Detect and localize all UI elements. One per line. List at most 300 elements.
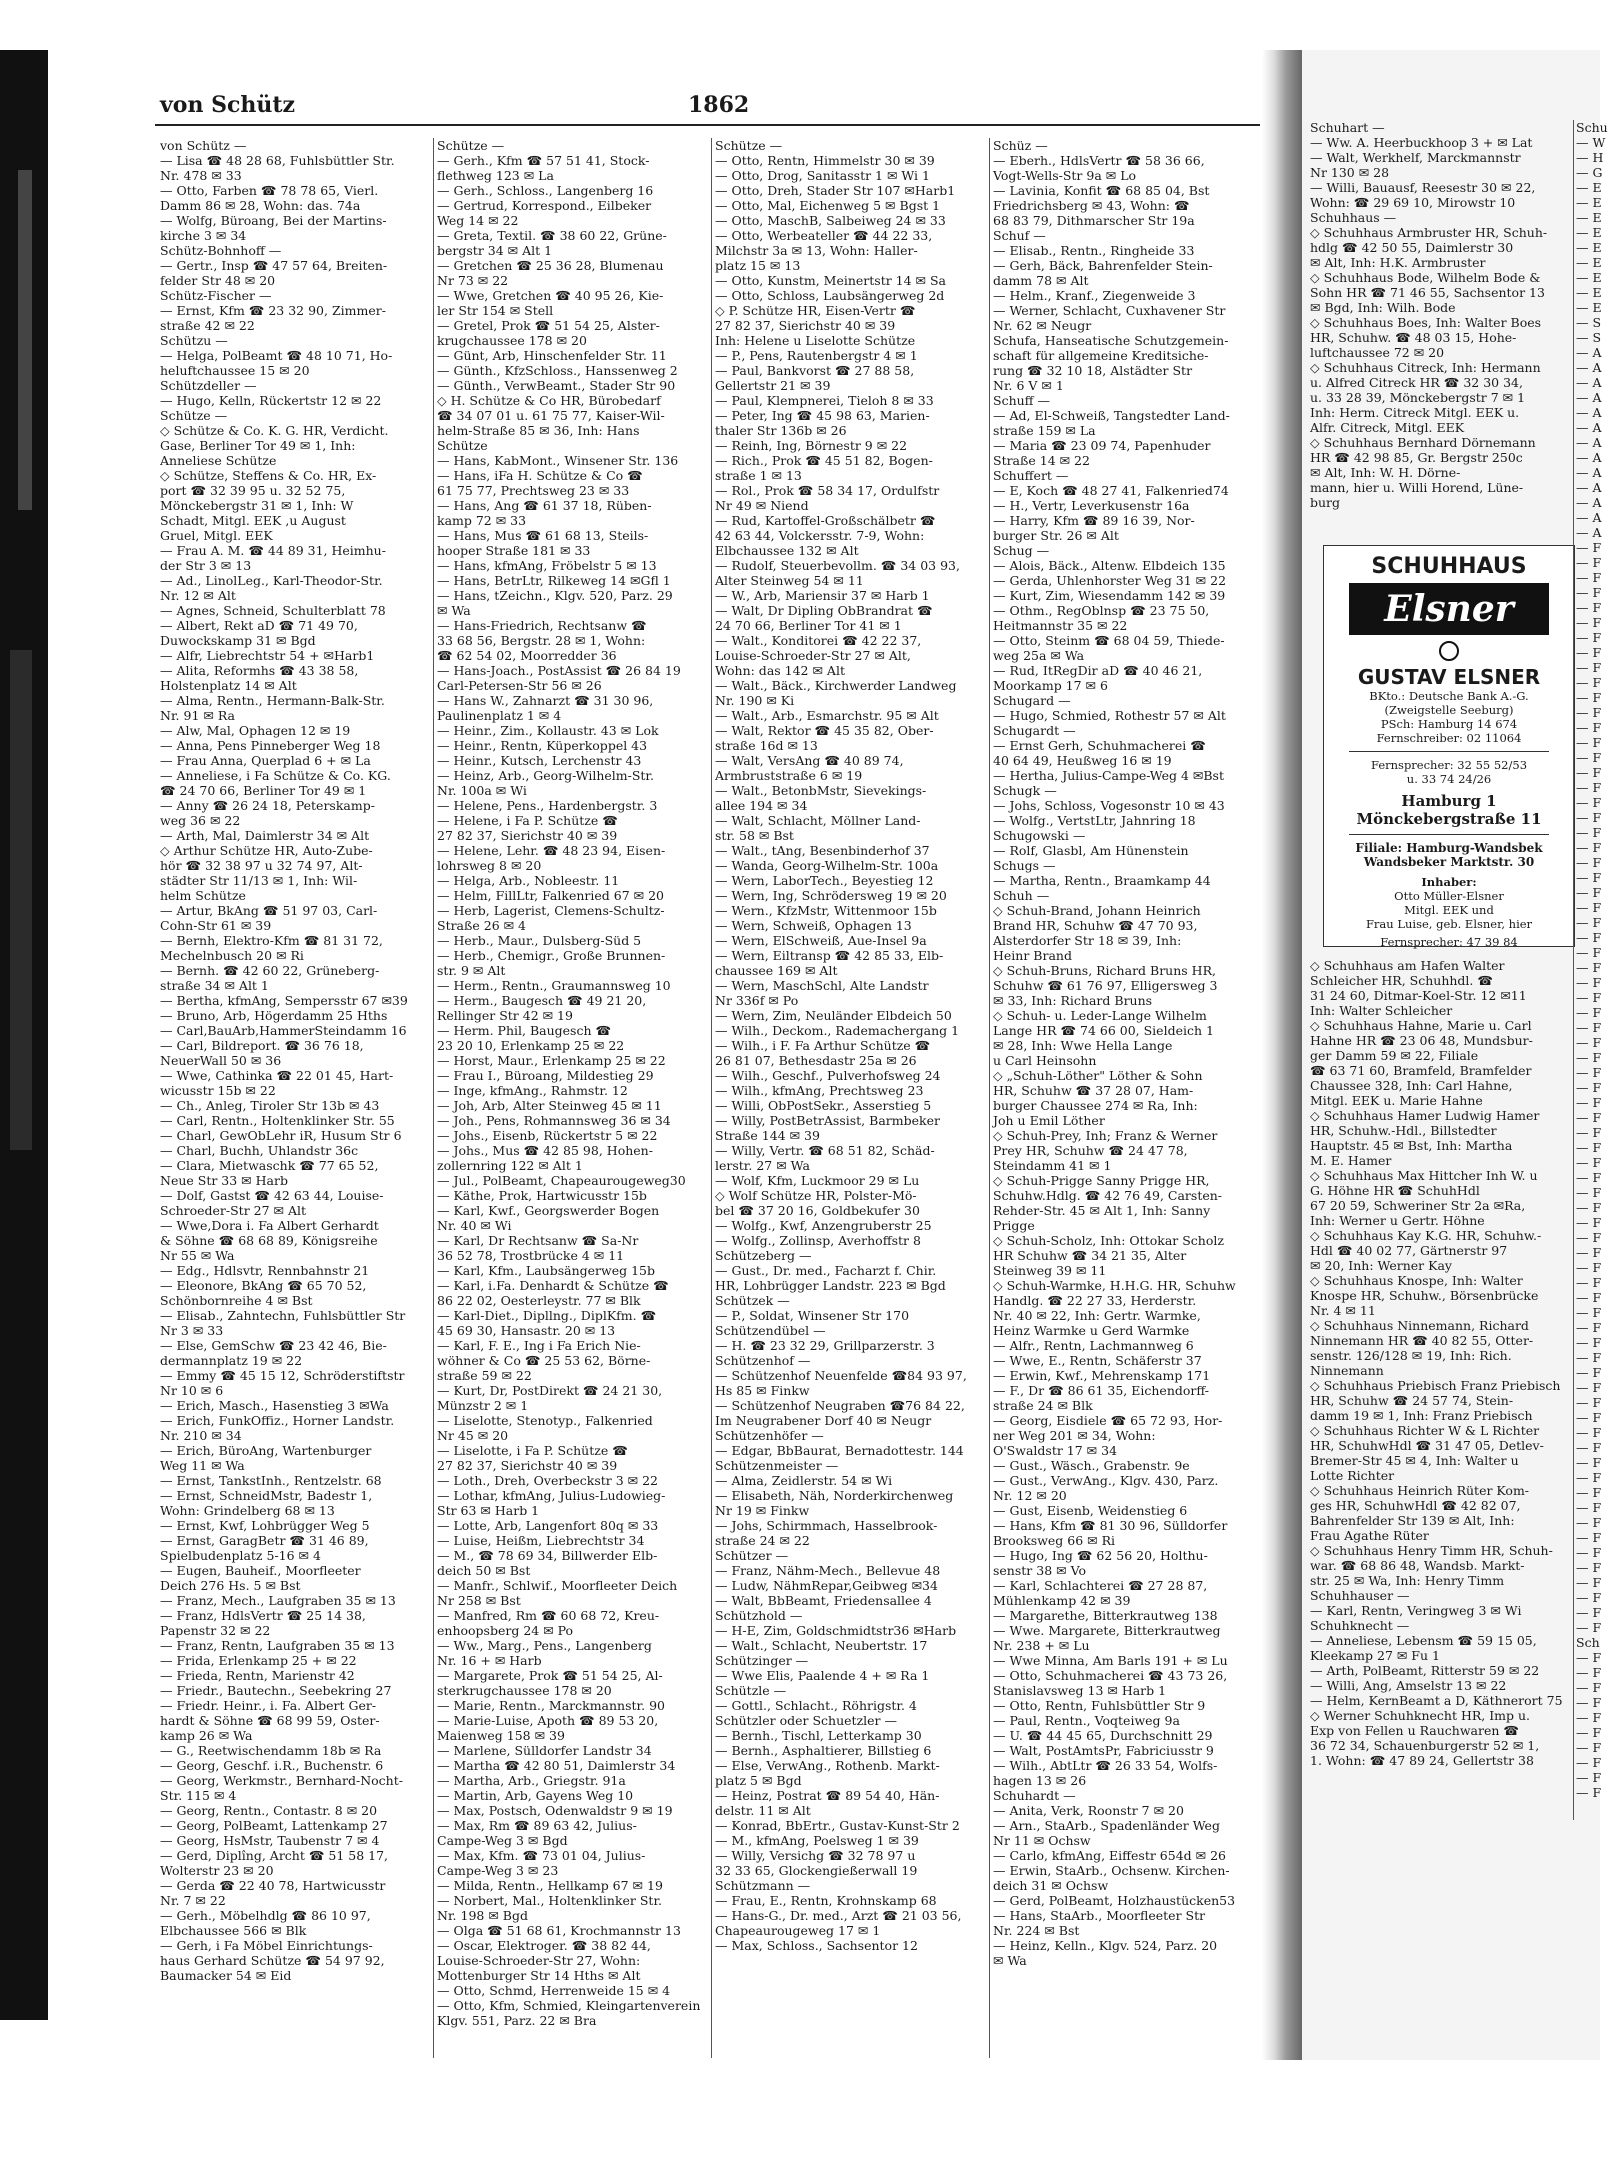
directory-entry: Ninnemann — [1310, 1363, 1384, 1378]
directory-entry: 68 83 79, Dithmarscher Str 19a — [993, 213, 1195, 228]
directory-entry: — A — [1576, 510, 1602, 525]
directory-entry: — F — [1576, 1170, 1602, 1185]
directory-entry: mann, hier u. Willi Horend, Lüne- — [1310, 480, 1524, 495]
directory-entry: deich 50 ✉ Bst — [437, 1563, 531, 1578]
directory-entry: Münzstr 2 ✉ 1 — [437, 1398, 529, 1413]
directory-entry: — Reinh, Ing, Börnestr 9 ✉ 22 — [715, 438, 908, 453]
directory-entry: Sohn HR ☎ 71 46 55, Sachsentor 13 — [1310, 285, 1545, 300]
directory-entry: — F — [1576, 1785, 1602, 1800]
directory-entry: 26 81 07, Bethesdastr 25a ✉ 26 — [715, 1053, 917, 1068]
directory-entry: — F — [1576, 825, 1602, 840]
directory-entry: — Hans-Joach., PostAssist ☎ 26 84 19 — [437, 663, 681, 678]
directory-entry: ☎ 24 70 66, Berliner Tor 49 ✉ 1 — [160, 783, 367, 798]
directory-entry: Paulinenplatz 1 ✉ 4 — [437, 708, 562, 723]
directory-entry: — Lavinia, Konfit ☎ 68 85 04, Bst — [993, 183, 1210, 198]
directory-entry: str. 25 ✉ Wa, Inh: Henry Timm — [1310, 1573, 1505, 1588]
directory-entry: — Gerda ☎ 22 40 78, Hartwicusstr — [160, 1878, 386, 1893]
directory-entry: — Otto, Werbeateller ☎ 44 22 33, — [715, 228, 933, 243]
directory-entry: Schützenhöfer — — [715, 1428, 824, 1443]
directory-entry: — Erich, BüroAng, Wartenburger — [160, 1443, 372, 1458]
directory-entry: senstr. 126/128 ✉ 19, Inh: Rich. — [1310, 1348, 1512, 1363]
directory-entry: — Heinr., Kutsch, Lerchenstr 43 — [437, 753, 642, 768]
directory-entry: — Gust., Wäsch., Grabenstr. 9e — [993, 1458, 1190, 1473]
directory-entry: — A — [1576, 450, 1602, 465]
directory-entry: — F — [1576, 765, 1602, 780]
directory-entry: — Alma, Zeidlerstr. 54 ✉ Wi — [715, 1473, 893, 1488]
directory-entry: Hs 85 ✉ Finkw — [715, 1383, 810, 1398]
directory-entry: Schuf — — [993, 228, 1046, 243]
directory-entry: ges HR, SchuhwHdl ☎ 42 82 07, — [1310, 1498, 1521, 1513]
directory-entry: — Otto, Drog, Sanitasstr 1 ✉ Wi 1 — [715, 168, 930, 183]
directory-entry: port ☎ 32 39 95 u. 32 52 75, — [160, 483, 346, 498]
directory-entry: Nr. 12 ✉ Alt — [160, 588, 236, 603]
directory-entry: ◇ Schuhhaus Bernhard Dörnemann — [1310, 435, 1536, 450]
directory-entry: dermannplatz 19 ✉ 22 — [160, 1353, 303, 1368]
directory-entry: — A — [1576, 420, 1602, 435]
directory-entry: — Ad, El-Schweiß, Tangstedter Land- — [993, 408, 1230, 423]
directory-entry: Schroeder-Str 27 ✉ Alt — [160, 1203, 307, 1218]
directory-entry: ◇ Schuhhaus Ninnemann, Richard — [1310, 1318, 1529, 1333]
directory-entry: — Walt., Konditorei ☎ 42 22 37, — [715, 633, 922, 648]
directory-entry: — Else, VerwAng., Rothenb. Markt- — [715, 1758, 940, 1773]
directory-entry: — Wern, ElSchweiß, Aue-Insel 9a — [715, 933, 927, 948]
directory-entry: Moorkamp 17 ✉ 6 — [993, 678, 1108, 693]
directory-entry: — Georg, HsMstr, Taubenstr 7 ✉ 4 — [160, 1833, 380, 1848]
directory-entry: — F — [1576, 1050, 1602, 1065]
directory-entry: Nr. 40 ✉ 22, Inh: Gertr. Warmke, — [993, 1308, 1201, 1323]
directory-entry: ☎ 62 54 02, Moorredder 36 — [437, 648, 617, 663]
directory-entry: 27 82 37, Sierichstr 40 ✉ 39 — [715, 318, 896, 333]
directory-entry: Schütze — — [715, 138, 783, 153]
directory-entry: Vogt-Wells-Str 9a ✉ Lo — [993, 168, 1137, 183]
directory-entry: HR, Schuhw ☎ 37 28 07, Ham- — [993, 1083, 1194, 1098]
directory-entry: Schuhart — — [1310, 120, 1385, 135]
directory-entry: — F — [1576, 1665, 1602, 1680]
directory-entry: — Karl-Diet., Dipllng., DiplKfm. ☎ — [437, 1308, 657, 1323]
directory-entry: — F — [1576, 870, 1602, 885]
directory-entry: — F — [1576, 750, 1602, 765]
directory-entry: Schützinger — — [715, 1653, 809, 1668]
directory-entry: — Elisabeth, Näh, Norderkirchenweg — [715, 1488, 954, 1503]
directory-entry: — Käthe, Prok, Hartwicusstr 15b — [437, 1188, 647, 1203]
ad-divider — [1349, 751, 1549, 752]
directory-entry: — Otto, Schloss, Laubsängerweg 2d — [715, 288, 945, 303]
directory-entry: Papenstr 32 ✉ 22 — [160, 1623, 271, 1638]
directory-entry: ◇ Schütze & Co. K. G. HR, Verdicht. — [160, 423, 389, 438]
directory-entry: Lotte Richter — [1310, 1468, 1395, 1483]
directory-entry: ✉ Wa — [993, 1953, 1027, 1968]
directory-entry: luftchaussee 72 ✉ 20 — [1310, 345, 1445, 360]
directory-entry: — Hans, Kfm ☎ 81 30 96, Sülldorfer — [993, 1518, 1228, 1533]
directory-entry: Schuhknecht — — [1310, 1618, 1410, 1633]
directory-entry: — F — [1576, 1260, 1602, 1275]
directory-entry: — Hertha, Julius-Campe-Weg 4 ✉Bst — [993, 768, 1224, 783]
directory-entry: Schugowski — — [993, 828, 1086, 843]
directory-entry: — A — [1576, 345, 1602, 360]
directory-entry: HR Schuhw ☎ 34 21 35, Alter — [993, 1248, 1187, 1263]
directory-entry: ◇ Schuh-Prey, Inh; Franz & Werner — [993, 1128, 1218, 1143]
ad-fernschreiber: Fernschreiber: 02 11064 — [1376, 731, 1522, 745]
directory-entry: straße 24 ✉ 22 — [715, 1533, 810, 1548]
directory-entry: — Anny ☎ 26 24 18, Peterskamp- — [160, 798, 375, 813]
directory-entry: Carl-Petersen-Str 56 ✉ 26 — [437, 678, 602, 693]
directory-entry: — Helga, PolBeamt ☎ 48 10 71, Ho- — [160, 348, 393, 363]
directory-entry: — Herm. Phil, Baugesch ☎ — [437, 1023, 612, 1038]
directory-entry: — Alfr., Rentn, Lachmannweg 6 — [993, 1338, 1194, 1353]
directory-entry: Anneliese Schütze — [160, 453, 277, 468]
directory-entry: — Erwin, StaArb., Ochsenw. Kirchen- — [993, 1863, 1230, 1878]
directory-entry: — Walt, Rektor ☎ 45 35 82, Ober- — [715, 723, 934, 738]
directory-entry: — F — [1576, 1230, 1602, 1245]
directory-entry: — Bernh., Tischl, Letterkamp 30 — [715, 1728, 922, 1743]
directory-entry: Schu — [1576, 120, 1608, 135]
directory-entry: Joh u Emil Löther — [993, 1113, 1105, 1128]
directory-entry: — F — [1576, 645, 1602, 660]
directory-entry: ◇ Schuhhaus Armbruster HR, Schuh- — [1310, 225, 1548, 240]
directory-entry: — Gust, Eisenb, Weidenstieg 6 — [993, 1503, 1188, 1518]
directory-entry: — F — [1576, 1065, 1602, 1080]
directory-entry: — Hans, iFa H. Schütze & Co ☎ — [437, 468, 643, 483]
directory-entry: — U. ☎ 44 45 65, Durchschnitt 29 — [993, 1728, 1213, 1743]
ad-bank-2: (Zweigstelle Seeburg) — [1384, 703, 1514, 717]
directory-entry: — Kurt, Zim, Wiesendamm 142 ✉ 39 — [993, 588, 1226, 603]
directory-entry: Stanislavsweg 13 ✉ Harb 1 — [993, 1683, 1167, 1698]
directory-entry: — Hans, StaArb., Moorfleeter Str — [993, 1908, 1206, 1923]
directory-entry: — Otto, MaschB, Salbeiweg 24 ✉ 33 — [715, 213, 946, 228]
directory-entry: — Marlene, Sülldorfer Landstr 34 — [437, 1743, 652, 1758]
directory-entry: rung ☎ 32 10 18, Alstädter Str — [993, 363, 1193, 378]
directory-entry: 86 22 02, Oesterleystr. 77 ✉ Blk — [437, 1293, 641, 1308]
directory-entry: ✉ Bgd, Inh: Wilh. Bode — [1310, 300, 1456, 315]
directory-entry: — Bruno, Arb, Högerdamm 25 Hths — [160, 1008, 388, 1023]
directory-entry: — Wwe. Margarete, Bitterkrautweg — [993, 1623, 1221, 1638]
directory-entry: Schufa, Hanseatische Schutzgemein- — [993, 333, 1229, 348]
directory-entry: Im Neugrabener Dorf 40 ✉ Neugr — [715, 1413, 932, 1428]
directory-entry: — Herm., Baugesch ☎ 49 21 20, — [437, 993, 647, 1008]
directory-entry: — Heinz, Kelln., Klgv. 524, Parz. 20 — [993, 1938, 1218, 1953]
directory-entry: Schütze — [437, 438, 488, 453]
directory-entry: kirche 3 ✉ 34 — [160, 228, 247, 243]
directory-entry: — Johs, Schloss, Vogesonstr 10 ✉ 43 — [993, 798, 1225, 813]
directory-entry: — F — [1576, 1575, 1602, 1590]
directory-entry: — F — [1576, 1650, 1602, 1665]
directory-entry: — F — [1576, 1440, 1602, 1455]
directory-entry: allee 194 ✉ 34 — [715, 798, 808, 813]
directory-entry: — Schützenhof Neuenfelde ☎84 93 97, — [715, 1368, 967, 1383]
directory-entry: — F — [1576, 600, 1602, 615]
directory-entry: — Karl, Schlachterei ☎ 27 28 87, — [993, 1578, 1208, 1593]
directory-entry: — Rolf, Glasbl, Am Hünenstein — [993, 843, 1189, 858]
directory-entry: — Manfred, Rm ☎ 60 68 72, Kreu- — [437, 1608, 660, 1623]
directory-entry: — Gretel, Prok ☎ 51 54 25, Alster- — [437, 318, 660, 333]
directory-entry: — Emmy ☎ 45 15 12, Schröderstiftstr — [160, 1368, 405, 1383]
directory-entry: Weg 11 ✉ Wa — [160, 1458, 245, 1473]
directory-entry: ◇ Schuhhaus Richter W & L Richter — [1310, 1423, 1540, 1438]
directory-entry: — Walt., Arb., Esmarchstr. 95 ✉ Alt — [715, 708, 939, 723]
directory-entry: Inh: Helene u Liselotte Schütze — [715, 333, 916, 348]
directory-entry: — Marie-Luise, Apoth ☎ 89 53 20, — [437, 1713, 659, 1728]
directory-entry: Schützek — — [715, 1293, 790, 1308]
directory-entry: Deich 276 Hs. 5 ✉ Bst — [160, 1578, 301, 1593]
directory-entry: — Anna, Pens Pinneberger Weg 18 — [160, 738, 381, 753]
directory-entry: burger Str. 26 ✉ Alt — [993, 528, 1119, 543]
directory-entry: ◇ Schuhhaus am Hafen Walter — [1310, 958, 1505, 973]
directory-entry: — Bernh, Elektro-Kfm ☎ 81 31 72, — [160, 933, 383, 948]
directory-entry: Heitmannstr 35 ✉ 22 — [993, 618, 1128, 633]
directory-entry: — Wolfg., VertstLtr, Jahnring 18 — [993, 813, 1196, 828]
directory-entry: — Friedr. Heinr., i. Fa. Albert Ger- — [160, 1698, 377, 1713]
facing-page-column-bottom — [1310, 958, 1570, 1858]
directory-entry: — Eberh., HdlsVertr ☎ 58 36 66, — [993, 153, 1205, 168]
directory-entry: — Alfr, Liebrechtstr 54 + ✉Harb1 — [160, 648, 375, 663]
directory-entry: — Herb, Lagerist, Clemens-Schultz- — [437, 903, 665, 918]
directory-entry: heluftchaussee 15 ✉ 20 — [160, 363, 310, 378]
directory-entry: felder Str 48 ✉ 20 — [160, 273, 276, 288]
directory-entry: 1. Wohn: ☎ 47 89 24, Gellertstr 38 — [1310, 1753, 1534, 1768]
directory-entry: — Otto, Rentn, Fuhlsbüttler Str 9 — [993, 1698, 1206, 1713]
directory-entry: ◇ Schütze, Steffens & Co. HR, Ex- — [160, 468, 377, 483]
directory-entry: — F — [1576, 705, 1602, 720]
directory-entry: Nr. 16 + ✉ Harb — [437, 1653, 542, 1668]
directory-entry: — Wwe, Cathinka ☎ 22 01 45, Hart- — [160, 1068, 394, 1083]
directory-entry: Nr. 100a ✉ Wi — [437, 783, 527, 798]
directory-entry: thaler Str 136b ✉ 26 — [715, 423, 847, 438]
directory-entry: ◇ Schuhhaus Hamer Ludwig Hamer — [1310, 1108, 1540, 1123]
directory-entry: — Schützenhof Neugraben ☎76 84 22, — [715, 1398, 965, 1413]
directory-entry: — F — [1576, 555, 1602, 570]
directory-entry: — Günth., KfzSchloss., Hanssenweg 2 — [437, 363, 678, 378]
directory-entry: chaussee 169 ✉ Alt — [715, 963, 838, 978]
directory-entry: Schützendübel — — [715, 1323, 826, 1338]
directory-entry: ◇ Schuhhaus Hahne, Marie u. Carl — [1310, 1018, 1532, 1033]
directory-entry: — Gerda, Uhlenhorster Weg 31 ✉ 22 — [993, 573, 1227, 588]
directory-entry: platz 15 ✉ 13 — [715, 258, 801, 273]
directory-entry: bergstr 34 ✉ Alt 1 — [437, 243, 553, 258]
directory-entry: ◇ Werner Schuhknecht HR, Imp u. — [1310, 1708, 1531, 1723]
directory-entry: — Wolfg, Büroang, Bei der Martins- — [160, 213, 387, 228]
ad-brand: GUSTAV ELSNER — [1357, 665, 1541, 689]
directory-entry: Rellinger Str 42 ✉ 19 — [437, 1008, 573, 1023]
directory-entry: ◇ Schuhhaus Boes, Inh: Walter Boes — [1310, 315, 1542, 330]
directory-entry: — F — [1576, 1710, 1602, 1725]
directory-entry: — F — [1576, 1485, 1602, 1500]
directory-entry: — F — [1576, 1305, 1602, 1320]
directory-entry: — P., Pens, Rautenbergstr 4 ✉ 1 — [715, 348, 918, 363]
directory-entry: — F — [1576, 630, 1602, 645]
directory-entry: Chaussee 328, Inh: Carl Hahne, — [1310, 1078, 1513, 1093]
directory-entry: — F — [1576, 1380, 1602, 1395]
directory-entry: — F — [1576, 960, 1602, 975]
directory-entry: — Helm, KernBeamt a D, Käthnerort 75 — [1310, 1693, 1563, 1708]
directory-entry: Nr 45 ✉ 20 — [437, 1428, 509, 1443]
directory-entry: — F — [1576, 1185, 1602, 1200]
ad-divider-2 — [1349, 834, 1549, 835]
directory-entry: — Elisab., Zahntechn, Fuhlsbüttler Str — [160, 1308, 406, 1323]
directory-entry: Schütze — — [160, 408, 228, 423]
directory-entry: — Willy, Vertr. ☎ 68 51 82, Schäd- — [715, 1143, 935, 1158]
directory-entry: — Agnes, Schneid, Schulterblatt 78 — [160, 603, 386, 618]
directory-entry: straße 1 ✉ 13 — [715, 468, 802, 483]
directory-entry: — Lothar, kfmAng, Julius-Ludowieg- — [437, 1488, 666, 1503]
directory-entry: Nr. 198 ✉ Bgd — [437, 1908, 528, 1923]
directory-entry: — Rudolf, Steuerbevollm. ☎ 34 03 93, — [715, 558, 960, 573]
directory-entry: — F — [1576, 1215, 1602, 1230]
directory-entry: — Wern, MaschSchl, Alte Landstr — [715, 978, 929, 993]
directory-entry: — Hans, tZeichn., Klgv. 520, Parz. 29 — [437, 588, 673, 603]
directory-entry: — Inge, kfmAng., Rahmstr. 12 — [437, 1083, 628, 1098]
directory-entry: ◇ Schuhhaus Heinrich Rüter Kom- — [1310, 1483, 1530, 1498]
directory-entry: — H-E, Zim, Goldschmidtstr36 ✉Harb — [715, 1623, 957, 1638]
directory-entry: — Martha, Arb., Griegstr. 91a — [437, 1773, 626, 1788]
directory-entry: straße 34 ✉ Alt 1 — [160, 978, 269, 993]
directory-entry: Campe-Weg 3 ✉ 23 — [437, 1863, 559, 1878]
directory-entry: — Anita, Verk, Roonstr 7 ✉ 20 — [993, 1803, 1184, 1818]
directory-entry: — Wwe Minna, Am Barls 191 + ✉ Lu — [993, 1653, 1228, 1668]
directory-entry: — Frau Anna, Querplad 6 + ✉ La — [160, 753, 371, 768]
directory-entry: Wolterstr 23 ✉ 20 — [160, 1863, 274, 1878]
directory-entry: — Otto, Schmd, Herrenweide 15 ✉ 4 — [437, 1983, 671, 1998]
directory-entry: — Gust., Dr. med., Facharzt f. Chir. — [715, 1263, 937, 1278]
directory-entry: Nr 336f ✉ Po — [715, 993, 799, 1008]
directory-entry: Nr. 238 + ✉ Lu — [993, 1638, 1090, 1653]
directory-entry: — Hans-Friedrich, Rechtsanw ☎ — [437, 618, 647, 633]
directory-entry: ◇ Schuhhaus Knospe, Inh: Walter — [1310, 1273, 1523, 1288]
directory-entry: — Gertrud, Korrespond., Eilbeker — [437, 198, 652, 213]
ad-phone-1: Fernsprecher: 32 55 52/53 — [1370, 758, 1528, 772]
directory-entry: ◇ Arthur Schütze HR, Auto-Zube- — [160, 843, 373, 858]
directory-entry: 33 68 56, Bergstr. 28 ✉ 1, Wohn: — [437, 633, 646, 648]
directory-entry: — Walt., Schlacht, Neubertstr. 17 — [715, 1638, 928, 1653]
facing-page-next-column-strip — [1573, 120, 1608, 1820]
directory-entry: — F — [1576, 1395, 1602, 1410]
directory-entry: hooper Straße 181 ✉ 33 — [437, 543, 591, 558]
directory-entry: — Max, Schloss., Sachsentor 12 — [715, 1938, 918, 1953]
directory-entry: — F — [1576, 1020, 1602, 1035]
directory-entry: — Wolfg., Zollinsp, Averhoffstr 8 — [715, 1233, 921, 1248]
directory-entry: — Wern., KfzMstr, Wittenmoor 15b — [715, 903, 937, 918]
directory-entry: Nr 55 ✉ Wa — [160, 1248, 235, 1263]
directory-entry: — Carlo, kfmAng, Eiffestr 654d ✉ 26 — [993, 1848, 1226, 1863]
directory-entry: — Helene, Pens., Hardenbergstr. 3 — [437, 798, 658, 813]
directory-entry: Nr. 7 ✉ 22 — [160, 1893, 226, 1908]
directory-entry: straße 159 ✉ La — [993, 423, 1096, 438]
directory-entry: 27 82 37, Sierichstr 40 ✉ 39 — [437, 1458, 618, 1473]
directory-entry: — Artur, BkAng ☎ 51 97 03, Carl- — [160, 903, 378, 918]
directory-entry: Nr. 12 ✉ 20 — [993, 1488, 1067, 1503]
directory-entry: — Otto, Steinm ☎ 68 04 59, Thiede- — [993, 633, 1225, 648]
directory-entry: — A — [1576, 390, 1602, 405]
directory-entry: — W., Arb, Mariensir 37 ✉ Harb 1 — [715, 588, 930, 603]
directory-entry: — Werner, Schlacht, Cuxhavener Str — [993, 303, 1226, 318]
directory-entry: Brand HR, Schuhw ☎ 47 70 93, — [993, 918, 1198, 933]
directory-entry: HR, SchuhwHdl ☎ 31 47 05, Detlev- — [1310, 1438, 1544, 1453]
directory-entry: — Otto, Schuhmacherei ☎ 43 73 26, — [993, 1668, 1228, 1683]
directory-entry: burger Chaussee 274 ✉ Ra, Inh: — [993, 1098, 1198, 1113]
directory-entry: städter Str 11/13 ✉ 1, Inh: Wil- — [160, 873, 358, 888]
directory-entry: — F — [1576, 1140, 1602, 1155]
directory-entry: ◇ Schuh- u. Leder-Lange Wilhelm — [993, 1008, 1207, 1023]
directory-entry: — Gerh, Bäck, Bahrenfelder Stein- — [993, 258, 1213, 273]
book-gutter — [1262, 50, 1302, 2060]
directory-entry: Schützenhof — — [715, 1353, 811, 1368]
directory-entry: krugchaussee 178 ✉ 20 — [437, 333, 587, 348]
directory-entry: straße 24 ✉ Blk — [993, 1398, 1093, 1413]
directory-entry: — Wern, LaborTech., Beyestieg 12 — [715, 873, 934, 888]
directory-entry: — E — [1576, 210, 1602, 225]
directory-entry: burg — [1310, 495, 1341, 510]
directory-entry: Handlg. ☎ 22 27 33, Herderstr. — [993, 1293, 1197, 1308]
directory-entry: — F — [1576, 1755, 1602, 1770]
directory-entry: — Greta, Textil. ☎ 38 60 22, Grüne- — [437, 228, 667, 243]
directory-entry: — Max, Rm ☎ 89 63 42, Julius- — [437, 1818, 637, 1833]
directory-entry: — Otto, Kfm, Schmied, Kleingartenverein — [437, 1998, 701, 2013]
ad-city: Hamburg 1 — [1401, 792, 1497, 810]
directory-entry: Wohn: das 142 ✉ Alt — [715, 663, 845, 678]
directory-entry: — Alw, Mal, Ophagen 12 ✉ 19 — [160, 723, 351, 738]
directory-entry: ☎ 63 71 60, Bramfeld, Bramfelder — [1310, 1063, 1532, 1078]
directory-entry: — Johs, Schirmmach, Hasselbrook- — [715, 1518, 938, 1533]
directory-entry: Nr 258 ✉ Bst — [437, 1593, 521, 1608]
directory-entry: — E — [1576, 255, 1602, 270]
directory-entry: ◇ Schuhhaus Kay K.G. HR, Schuhw.- — [1310, 1228, 1542, 1243]
directory-entry: — Martha, Rentn., Braamkamp 44 — [993, 873, 1211, 888]
directory-entry: Straße 26 ✉ 4 — [437, 918, 527, 933]
directory-entry: — Gerh., Kfm ☎ 57 51 41, Stock- — [437, 153, 650, 168]
directory-entry: — Hans-G., Dr. med., Arzt ☎ 21 03 56, — [715, 1908, 962, 1923]
directory-entry: — A — [1576, 495, 1602, 510]
directory-entry: Heinr Brand — [993, 948, 1072, 963]
page-header — [160, 92, 1270, 122]
directory-entry: Schütz-Fischer — — [160, 288, 272, 303]
directory-entry: — Wilh., kfmAng, Prechtsweg 23 — [715, 1083, 924, 1098]
directory-entry: — Ernst Gerh, Schuhmacherei ☎ — [993, 738, 1206, 753]
directory-entry: — Jul., PolBeamt, Chapeaurougeweg30 — [437, 1173, 686, 1188]
directory-entry: zollernring 122 ✉ Alt 1 — [437, 1158, 583, 1173]
directory-entry: Frau Agathe Rüter — [1310, 1528, 1429, 1543]
directory-entry: — F — [1576, 1005, 1602, 1020]
directory-entry: Sch — [1576, 1635, 1600, 1650]
directory-entry: — F — [1576, 900, 1602, 915]
ad-phone-2: u. 33 74 24/26 — [1406, 772, 1492, 786]
directory-entry: — F — [1576, 1680, 1602, 1695]
directory-entry: delstr. 11 ✉ Alt — [715, 1803, 811, 1818]
directory-entry: — Wern, Schweiß, Ophagen 13 — [715, 918, 912, 933]
directory-entry: — Helene, i Fa P. Schütze ☎ — [437, 813, 618, 828]
directory-entry: — Manfr., Schlwif., Moorfleeter Deich — [437, 1578, 678, 1593]
directory-entry: hardt & Söhne ☎ 68 99 59, Oster- — [160, 1713, 380, 1728]
directory-entry: — F — [1576, 1620, 1602, 1635]
directory-entry: hör ☎ 32 38 97 u 32 74 97, Alt- — [160, 858, 363, 873]
directory-entry: Nr 3 ✉ 33 — [160, 1323, 224, 1338]
directory-entry: — F — [1576, 1560, 1602, 1575]
directory-entry: HR, Lohbrügger Landstr. 223 ✉ Bgd — [715, 1278, 946, 1293]
directory-entry: ✉ Alt, Inh: H.K. Armbruster — [1310, 255, 1486, 270]
directory-entry: Nr. 478 ✉ 33 — [160, 168, 242, 183]
directory-entry: Nr. 91 ✉ Ra — [160, 708, 235, 723]
directory-entry: Neue Str 33 ✉ Harb — [160, 1173, 288, 1188]
directory-entry: — Hugo, Kelln, Rückertstr 12 ✉ 22 — [160, 393, 382, 408]
directory-entry: — Hans, BetrLtr, Rilkeweg 14 ✉Gfl 1 — [437, 573, 671, 588]
directory-entry: — Ernst, SchneidMstr, Badestr 1, — [160, 1488, 373, 1503]
advertisement-elsner — [1323, 545, 1575, 947]
directory-entry: ◇ Wolf Schütze HR, Polster-Mö- — [715, 1188, 917, 1203]
directory-entry: Lange HR ☎ 74 66 00, Sieldeich 1 — [993, 1023, 1214, 1038]
directory-entry: — Erich, FunkOffiz., Horner Landstr. — [160, 1413, 395, 1428]
directory-entry: — Bernh. ☎ 42 60 22, Grüneberg- — [160, 963, 380, 978]
directory-entry: — Wanda, Georg-Wilhelm-Str. 100a — [715, 858, 939, 873]
directory-entry: — F — [1576, 615, 1602, 630]
directory-entry: — Ernst, GaragBetr ☎ 31 46 89, — [160, 1533, 369, 1548]
